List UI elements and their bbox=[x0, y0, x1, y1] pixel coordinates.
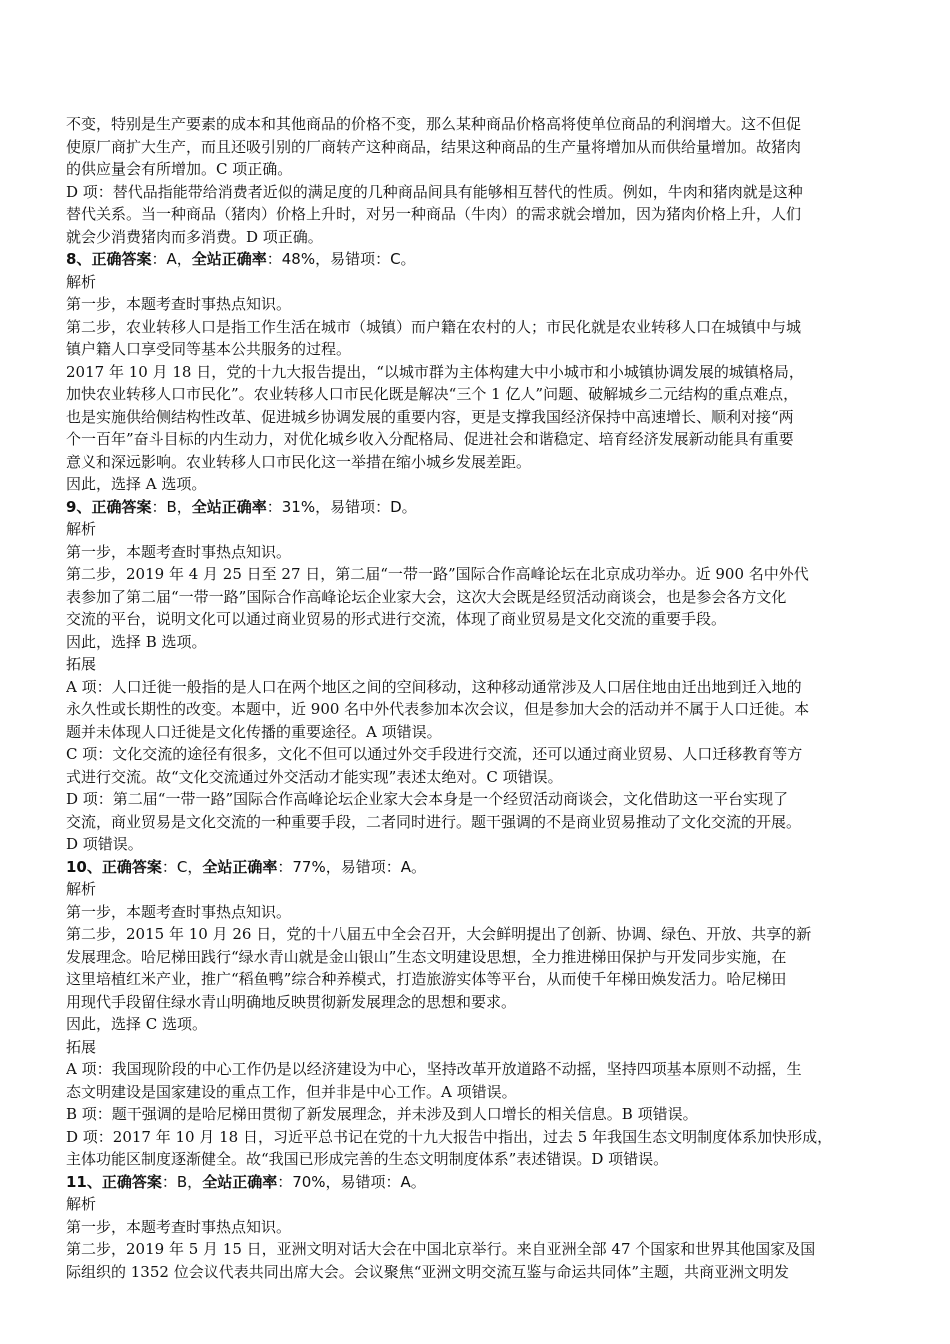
question-number: 10、 bbox=[66, 857, 102, 876]
answer-header bbox=[66, 856, 884, 879]
text-line: D 项：第二届“一带一路”国际合作高峰论坛企业家大会本身是一个经贸活动商谈会，文化借助这一平台实现了 bbox=[66, 790, 789, 808]
answer-value: ：A， bbox=[151, 250, 192, 268]
text-line: 第二步，2019 年 4 月 25 日至 27 日，第二届“一带一路”国际合作高峰论坛在北京成功举办。近 900 名中外代 bbox=[66, 565, 809, 583]
rate-value: ：77%，易错项：A。 bbox=[277, 857, 426, 876]
rate-value: ：31%，易错项：D。 bbox=[266, 497, 417, 516]
text-line: 就会少消费猪肉而多消费。D 项正确。 bbox=[66, 227, 323, 246]
text-line: 替代关系。当一种商品（猪肉）价格上升时，对另一种商品（牛肉）的需求就会增加，因为猪肉价格上升，人们 bbox=[66, 205, 802, 223]
rate-label: 全站正确率 bbox=[191, 497, 267, 516]
text-line: 主体功能区制度逐渐健全。故“我国已形成完善的生态文明制度体系”表述错误。D 项错误。 bbox=[66, 1150, 669, 1168]
text-line: 态文明建设是国家建设的重点工作，但并非是中心工作。A 项错误。 bbox=[66, 1082, 517, 1101]
text-line: 2017 年 10 月 18 日，党的十九大报告提出，“以城市群为主体构建大中小城市和小城镇协调发展的城镇格局， bbox=[66, 362, 804, 381]
text-line: 解析 bbox=[66, 1195, 97, 1213]
text-line: 发展理念。哈尼梯田践行“绿水青山就是金山银山”生态文明建设思想，全力推进梯田保护与开发同步实施，在 bbox=[66, 947, 787, 966]
text-line: 永久性或长期性的改变。本题中，近 900 名中外代表参加本次会议，但是参加大会的活动并不属于人口迁徙。本 bbox=[66, 700, 810, 718]
text-line: 解析 bbox=[66, 272, 97, 291]
text-line: 的供应量会有所增加。C 项正确。 bbox=[66, 160, 293, 178]
text-line: 第二步，农业转移人口是指工作生活在城市（城镇）而户籍在农村的人；市民化就是农业转移人口在城镇中与城 bbox=[66, 317, 802, 336]
text-line: 拓展 bbox=[66, 655, 97, 673]
rate-value: ：48%，易错项：C。 bbox=[266, 250, 416, 268]
answer-header bbox=[66, 248, 884, 271]
text-line: D 项：2017 年 10 月 18 日，习近平总书记在党的十九大报告中指出，过去 5 年我国生态文明制度体系加快形成， bbox=[66, 1127, 833, 1146]
document-page bbox=[66, 113, 884, 1283]
text-line: 第二步，2015 年 10 月 26 日，党的十八届五中全会召开，大会鲜明提出了创新、协调、绿色、开放、共享的新 bbox=[66, 925, 812, 943]
rate-label: 全站正确率 bbox=[191, 250, 267, 268]
question-number: 11、 bbox=[66, 1172, 102, 1191]
text-line: 也是实施供给侧结构性改革、促进城乡协调发展的重要内容，更是支撑我国经济保持中高速增长、顺利对接“两 bbox=[66, 407, 794, 426]
text-line: 不变，特别是生产要素的成本和其他商品的价格不变，那么某种商品价格高将使单位商品的利润增大。这不但促 bbox=[66, 115, 802, 133]
text-line: 使原厂商扩大生产，而且还吸引别的厂商转产这种商品，结果这种商品的生产量将增加从而供给量增加。故猪肉 bbox=[66, 137, 802, 156]
text-line: A 项：人口迁徙一般指的是人口在两个地区之间的空间移动，这种移动通常涉及人口居住地由迁出地到迁入地的 bbox=[66, 677, 802, 696]
rate-value: ：70%，易错项：A。 bbox=[277, 1172, 426, 1191]
rate-label: 全站正确率 bbox=[202, 857, 278, 876]
answer-header bbox=[66, 496, 884, 519]
text-line: 交流，商业贸易是文化交流的一种重要手段，二者同时进行。题干强调的不是商业贸易推动了文化交流的开展。 bbox=[66, 812, 802, 831]
text-line: 意义和深远影响。农业转移人口市民化这一举措在缩小城乡发展差距。 bbox=[66, 452, 532, 471]
text-line: 交流的平台，说明文化可以通过商业贸易的形式进行交流，体现了商业贸易是文化交流的重要手段。 bbox=[66, 610, 727, 628]
question-number: 9、 bbox=[66, 497, 92, 516]
text-line: 表参加了第二届“一带一路”国际合作高峰论坛企业家大会，这次大会既是经贸活动商谈会，也是参会各方文化 bbox=[66, 587, 787, 606]
text-line: 因此，选择 B 选项。 bbox=[66, 632, 207, 651]
text-line: 用现代手段留住绿水青山明确地反映贯彻新发展理念的思想和要求。 bbox=[66, 992, 517, 1011]
text-line: 这里培植红米产业，推广“稻鱼鸭”综合种养模式，打造旅游实体等平台，从而使千年梯田焕发活力。哈尼梯田 bbox=[66, 970, 787, 988]
text-line: 因此，选择 C 选项。 bbox=[66, 1015, 208, 1033]
answer-header bbox=[66, 1171, 884, 1194]
text-line: 个一百年”奋斗目标的内生动力，对优化城乡收入分配格局、促进社会和谐稳定、培育经济发展新动能具有重要 bbox=[66, 430, 794, 448]
answer-label: 正确答案 bbox=[101, 857, 162, 876]
text-line: A 项：我国现阶段的中心工作仍是以经济建设为中心，坚持改革开放道路不动摇，坚持四项基本原则不动摇，生 bbox=[66, 1060, 802, 1078]
answer-label: 正确答案 bbox=[91, 250, 152, 268]
question-number: 8、 bbox=[66, 250, 92, 268]
text-line: 第一步，本题考查时事热点知识。 bbox=[66, 542, 292, 561]
text-line: 第二步，2019 年 5 月 15 日，亚洲文明对话大会在中国北京举行。来自亚洲全部 47 个国家和世界其他国家及国 bbox=[66, 1240, 816, 1258]
text-line: B 项：题干强调的是哈尼梯田贯彻了新发展理念，并未涉及到人口增长的相关信息。B 项错误。 bbox=[66, 1105, 698, 1123]
text-line: 因此，选择 A 选项。 bbox=[66, 475, 207, 493]
rate-label: 全站正确率 bbox=[202, 1172, 278, 1191]
text-line: 第一步，本题考查时事热点知识。 bbox=[66, 902, 292, 921]
text-line: 第一步，本题考查时事热点知识。 bbox=[66, 1217, 292, 1236]
text-line: 拓展 bbox=[66, 1037, 97, 1056]
text-line: C 项：文化交流的途径有很多，文化不但可以通过外交手段进行交流，还可以通过商业贸易、人口迁移教育等方 bbox=[66, 745, 803, 763]
text-line: 解析 bbox=[66, 520, 97, 538]
answer-value: ：B， bbox=[151, 497, 192, 516]
text-line: 解析 bbox=[66, 880, 97, 898]
text-line: 际组织的 1352 位会议代表共同出席大会。会议聚焦“亚洲文明交流互鉴与命运共同体”主题，共商亚洲文明发 bbox=[66, 1262, 790, 1281]
text-line: 镇户籍人口享受同等基本公共服务的过程。 bbox=[66, 340, 352, 358]
text-line: 式进行交流。故“文化交流通过外交活动才能实现”表述太绝对。C 项错误。 bbox=[66, 767, 563, 786]
text-line: 加快农业转移人口市民化”。农业转移人口市民化既是解决“三个 1 亿人”问题、破解城乡二元结构的重点难点， bbox=[66, 385, 799, 403]
answer-label: 正确答案 bbox=[91, 497, 152, 516]
text-line: D 项错误。 bbox=[66, 835, 143, 853]
answer-label: 正确答案 bbox=[101, 1172, 162, 1191]
text-line: 题并未体现人口迁徙是文化传播的重要途径。A 项错误。 bbox=[66, 722, 442, 741]
answer-value: ：C， bbox=[161, 857, 203, 876]
text-line: D 项：替代品指能带给消费者近似的满足度的几种商品间具有能够相互替代的性质。例如，牛肉和猪肉就是这种 bbox=[66, 182, 803, 201]
answer-value: ：B， bbox=[161, 1172, 203, 1191]
text-line: 第一步，本题考查时事热点知识。 bbox=[66, 295, 292, 313]
